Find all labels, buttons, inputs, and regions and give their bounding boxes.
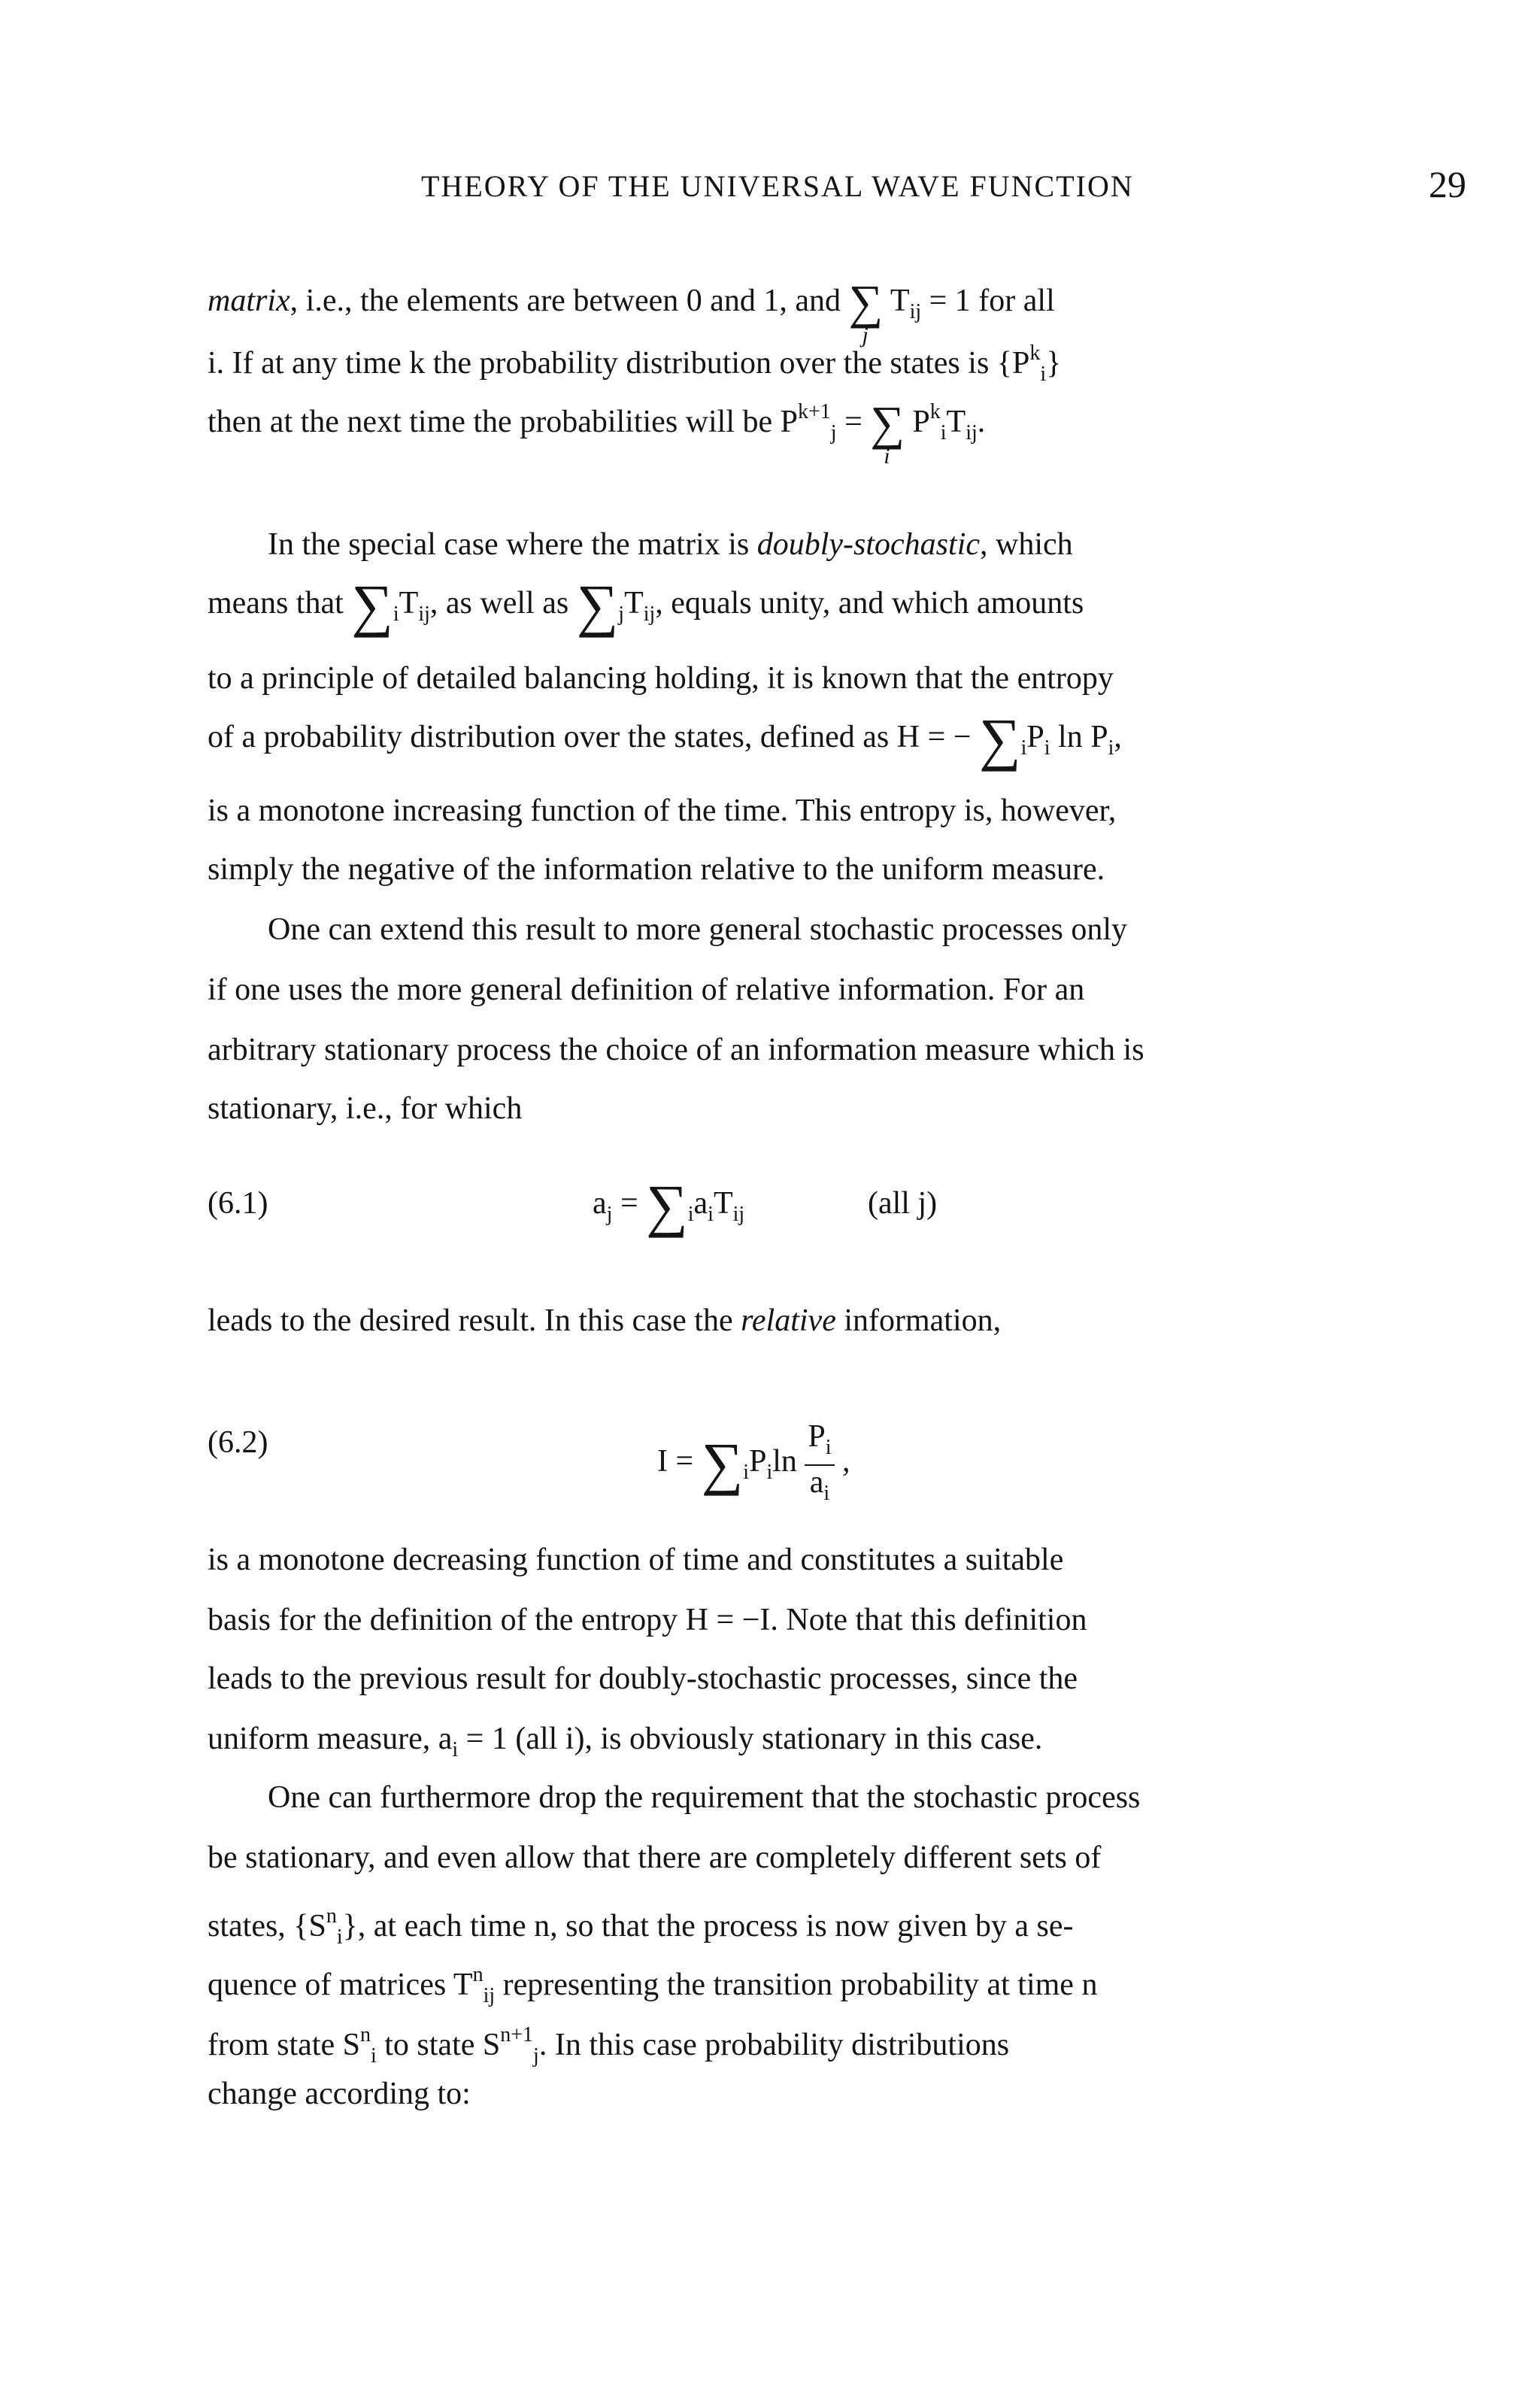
text-line: change according to: bbox=[208, 2077, 471, 2111]
text-line: of a probability distribution over the states, defined as H = − $\sum_iP_i$ $\ln P_i$, bbox=[208, 706, 1122, 772]
running-title: THEORY OF THE UNIVERSAL WAVE FUNCTION bbox=[421, 169, 1134, 203]
text-line: leads to the desired result. In this case the relative information, bbox=[208, 1303, 1002, 1338]
text-line: uniform measure, $a_i = 1$ (all i), is obviously stationary in this case. bbox=[208, 1722, 1043, 1761]
equation-number: (6.1) bbox=[208, 1186, 268, 1221]
text-line: In the special case where the matrix is doubly-stochastic, which bbox=[268, 527, 1073, 562]
text-line: arbitrary stationary process the choice of an information measure which is bbox=[208, 1033, 1144, 1067]
text-line: One can extend this result to more general stochastic processes only bbox=[268, 912, 1127, 947]
page-number: 29 bbox=[1429, 163, 1466, 205]
text-line: stationary, i.e., for which bbox=[208, 1091, 523, 1126]
text-line: then at the next time the probabilities will be $P^{k+1}_j$ = ∑ i $P^k_iT_{ij}$. bbox=[208, 396, 986, 469]
text-line: is a monotone decreasing function of time and constitutes a suitable bbox=[208, 1543, 1064, 1577]
equation-body: $a_j = \sum_ia_iT_{ij}$ bbox=[593, 1173, 745, 1238]
equation-note: (all j) bbox=[868, 1186, 938, 1221]
text-line: is a monotone increasing function of the time. This entropy is, however, bbox=[208, 793, 1117, 828]
text-line: quence of matrices $T^n_{ij}$ representing the transition probability at time n bbox=[208, 1963, 1098, 2007]
equation-number: (6.2) bbox=[208, 1425, 268, 1460]
text-line: to a principle of detailed balancing holding, it is known that the entropy bbox=[208, 661, 1114, 696]
text-line: be stationary, and even allow that there are completely different sets of bbox=[208, 1840, 1102, 1875]
text-line: leads to the previous result for doubly-stochastic processes, since the bbox=[208, 1661, 1078, 1696]
text-line: if one uses the more general definition of relative information. For an bbox=[208, 972, 1085, 1007]
text-line: i. If at any time k the probability distribution over the states is $\{P^k_i\}$ bbox=[208, 341, 1062, 386]
equation-body: $I = \sum_iP_i\ln$ $\frac{P_i}{a_i}$ , bbox=[657, 1419, 850, 1505]
text-line: basis for the definition of the entropy H = −I. Note that this definition bbox=[208, 1603, 1087, 1637]
text-line: matrix, i.e., the elements are between 0 and 1, and ∑ j $T_{ij} = 1$ for all bbox=[208, 275, 1055, 347]
text-line: One can furthermore drop the requirement that the stochastic process bbox=[268, 1780, 1141, 1815]
text-line: states, $\{S^n_i\}$, at each time n, so that the process is now given by a se- bbox=[208, 1904, 1074, 1949]
text-line: means that $\sum_iT_{ij}$, as well as $\sum_jT_{ij}$, equals unity, and which amounts bbox=[208, 572, 1084, 638]
text-line: simply the negative of the information relative to the uniform measure. bbox=[208, 852, 1105, 887]
text-line: from state $S^n_i$ to state $S^{n+1}_j$. In this case probability distributions bbox=[208, 2023, 1010, 2068]
